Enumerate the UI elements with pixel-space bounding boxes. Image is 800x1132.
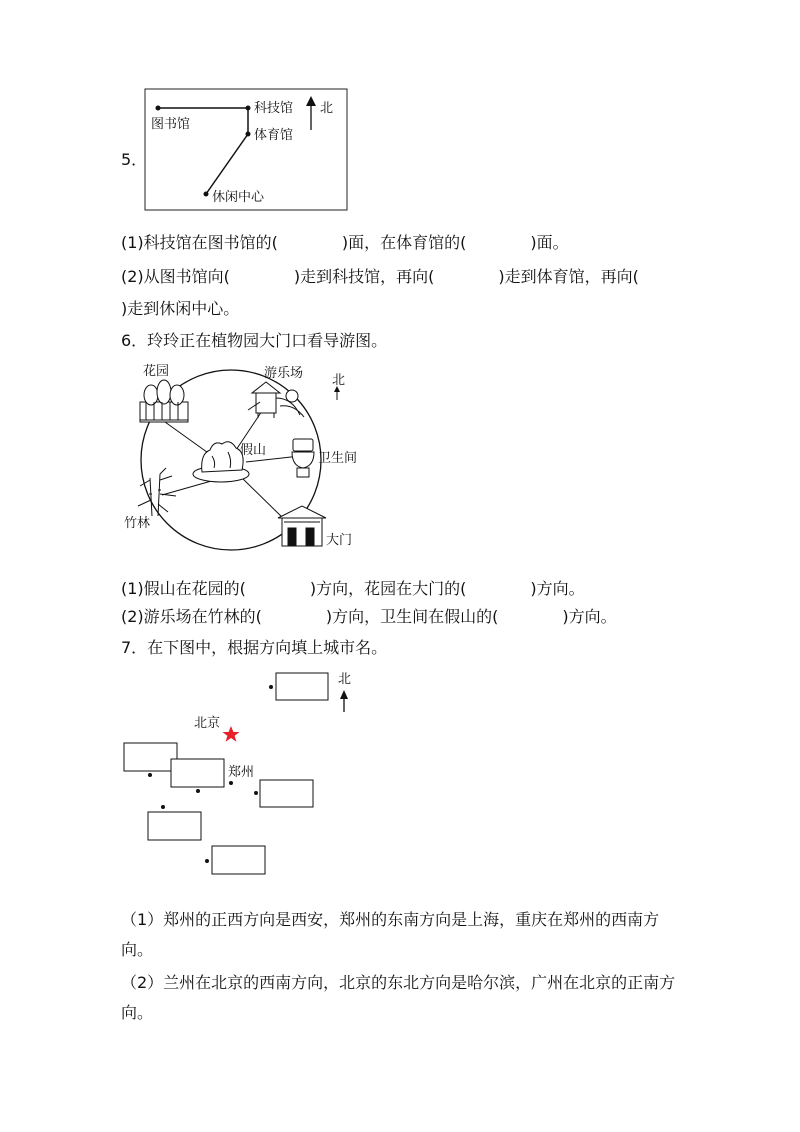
answer-box-1: [276, 673, 328, 700]
answer-box-3: [171, 759, 224, 787]
q7-p1-line2: 向。: [121, 940, 154, 959]
q6-label-bamboo: 竹林: [124, 516, 151, 531]
zhengzhou-dot: [229, 781, 233, 785]
q7-p1-line1: （1）郑州的正西方向是西安，郑州的东南方向是上海，重庆在郑州的西南方: [121, 910, 660, 929]
q7-p2-line1: （2）兰州在北京的西南方向，北京的东北方向是哈尔滨，广州在北京的正南方: [121, 973, 676, 992]
q5-number: 5．: [121, 150, 148, 169]
answer-box-5: [148, 812, 201, 840]
q5-line3: )走到休闲中心。: [121, 299, 240, 318]
answer-box-4-dot: [254, 791, 258, 795]
answer-box-3-dot: [196, 789, 200, 793]
answer-box-2: [124, 743, 177, 771]
q6-label-toilet: 卫生间: [318, 451, 358, 466]
answer-box-6-dot: [205, 859, 209, 863]
q6-label-garden: 花园: [143, 364, 170, 379]
answer-box-6: [212, 846, 265, 874]
q6-label-rockery: 假山: [240, 443, 267, 458]
answer-box-5-dot: [161, 805, 165, 809]
q6-line1: (1)假山在花园的( )方向，花园在大门的( )方向。: [121, 579, 585, 598]
q7-label-zhengzhou: 郑州: [228, 765, 255, 780]
answer-box-4: [260, 780, 313, 807]
q5-label-sci: 科技馆: [254, 101, 294, 116]
q6-label-gate: 大门: [326, 533, 353, 548]
q6-label-north: 北: [332, 373, 346, 388]
q6-line2: (2)游乐场在竹林的( )方向，卫生间在假山的( )方向。: [121, 607, 617, 626]
q7-label-north: 北: [338, 672, 352, 687]
q6-title: 6．玲玲正在植物园大门口看导游图。: [121, 331, 388, 350]
q7-title: 7．在下图中，根据方向填上城市名。: [121, 638, 388, 657]
q5-line2: (2)从图书馆向( )走到科技馆，再向( )走到体育馆，再向(: [121, 267, 639, 286]
q5-label-library: 图书馆: [151, 117, 191, 132]
q5-label-gym: 体育馆: [254, 128, 294, 143]
q5-line1: (1)科技馆在图书馆的( )面，在体育馆的( )面。: [121, 233, 569, 252]
beijing-star-icon: [222, 726, 239, 742]
answer-box-2-dot: [148, 773, 152, 777]
q7-p2-line2: 向。: [121, 1003, 154, 1022]
q7-label-beijing: 北京: [194, 716, 221, 731]
q7-north-arrow-head: [340, 690, 348, 699]
answer-box-1-dot: [269, 685, 273, 689]
q5-label-north: 北: [320, 101, 334, 116]
q5-label-leisure: 休闲中心: [212, 190, 265, 205]
q6-label-playground: 游乐场: [264, 366, 304, 381]
